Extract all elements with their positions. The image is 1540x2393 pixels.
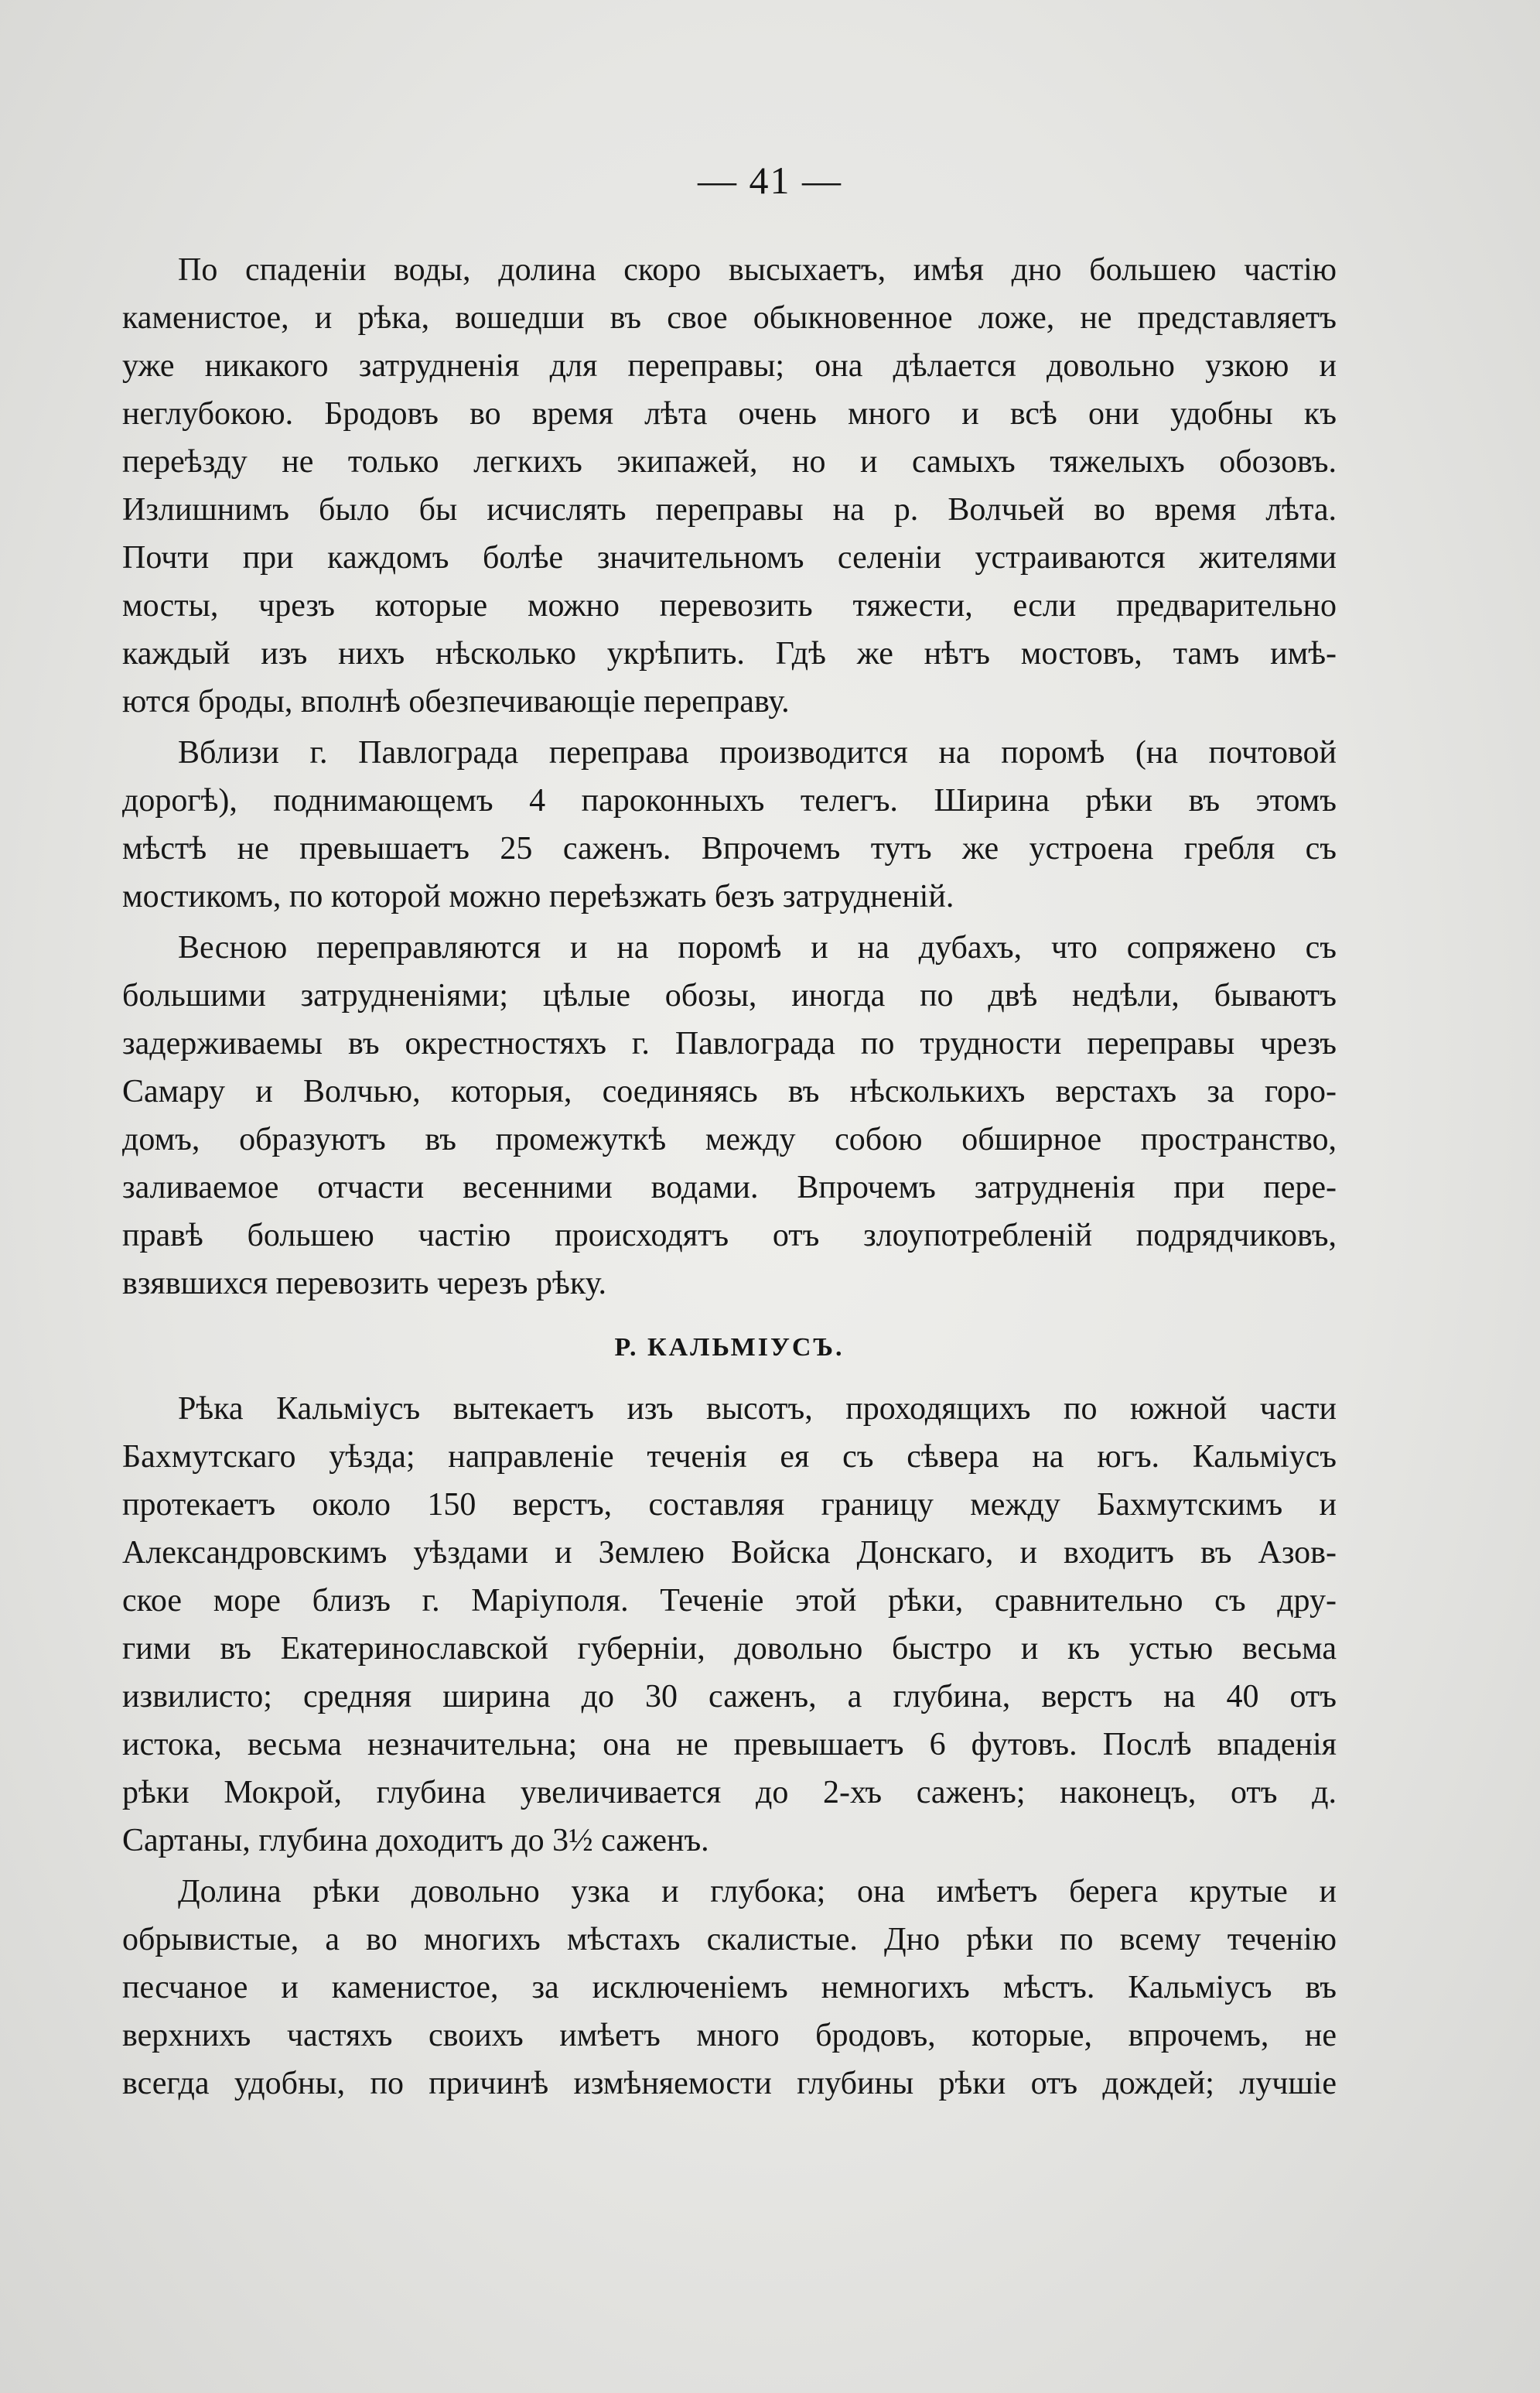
text-line: мосты, чрезъ которые можно перевозить тяжести, если предварительно xyxy=(122,588,1337,624)
text-line: Вблизи г. Павлограда переправа производится на поромѣ (на почтовой xyxy=(178,735,1337,771)
text-line: Самару и Волчью, которыя, соединяясь въ нѣсколькихъ верстахъ за горо- xyxy=(122,1074,1337,1109)
text-line: переѣзду не только легкихъ экипажей, но и самыхъ тяжелыхъ обозовъ. xyxy=(122,444,1337,480)
text-line: Весною переправляются и на поромѣ и на дубахъ, что сопряжено съ xyxy=(178,930,1337,966)
text-line: истока, весьма незначительна; она не превышаетъ 6 футовъ. Послѣ впаденія xyxy=(122,1727,1337,1762)
text-line: домъ, образуютъ въ промежуткѣ между собою обширное пространство, xyxy=(122,1122,1337,1157)
text-line: Сартаны, глубина доходитъ до 3½ саженъ. xyxy=(122,1823,709,1858)
paragraph xyxy=(122,246,1337,726)
text-line: взявшихся перевозить черезъ рѣку. xyxy=(122,1266,606,1301)
text-line: гими въ Екатеринославской губерніи, довольно быстро и къ устью весьма xyxy=(122,1631,1337,1667)
text-line: песчаное и каменистое, за исключеніемъ немногихъ мѣстъ. Кальміусъ въ xyxy=(122,1970,1337,2005)
text-line: каменистое, и рѣка, вошедши въ свое обыкновенное ложе, не представляетъ xyxy=(122,300,1337,336)
paragraph xyxy=(122,729,1337,921)
text-line: протекаетъ около 150 верстъ, составляя границу между Бахмутскимъ и xyxy=(122,1487,1337,1523)
text-line: Излишнимъ было бы исчислять переправы на р. Волчьей во время лѣта. xyxy=(122,492,1337,528)
text-line: Александровскимъ уѣздами и Землею Войска Донскаго, и входитъ въ Азов- xyxy=(122,1535,1337,1571)
paragraph xyxy=(122,1385,1337,1865)
text-line: правѣ большею частію происходятъ отъ злоупотребленій подрядчиковъ, xyxy=(122,1218,1337,1253)
text-line: задерживаемы въ окрестностяхъ г. Павлограда по трудности переправы чрезъ xyxy=(122,1026,1337,1061)
text-line: каждый изъ нихъ нѣсколько укрѣпить. Гдѣ же нѣтъ мостовъ, тамъ имѣ- xyxy=(122,636,1337,672)
text-line: мѣстѣ не превышаетъ 25 саженъ. Впрочемъ тутъ же устроена гребля съ xyxy=(122,831,1337,867)
text-line: Бахмутскаго уѣзда; направленіе теченія ея съ сѣвера на югъ. Кальміусъ xyxy=(122,1439,1337,1475)
text-line: извилисто; средняя ширина до 30 саженъ, а глубина, верстъ на 40 отъ xyxy=(122,1679,1337,1714)
text-line: заливаемое отчасти весенними водами. Впрочемъ затрудненія при пере- xyxy=(122,1170,1337,1205)
text-line: неглубокою. Бродовъ во время лѣта очень много и всѣ они удобны къ xyxy=(122,396,1337,432)
text-line: Долина рѣки довольно узка и глубока; она имѣетъ берега крутые и xyxy=(178,1874,1337,1909)
text-line: дорогѣ), поднимающемъ 4 пароконныхъ телегъ. Ширина рѣки въ этомъ xyxy=(122,783,1337,819)
text-line: Почти при каждомъ болѣе значительномъ селеніи устраиваются жителями xyxy=(122,540,1337,576)
text-line: ются броды, вполнѣ обезпечивающіе переправу. xyxy=(122,684,790,720)
page-number: — 41 — xyxy=(698,159,842,202)
text-line: По спаденіи воды, долина скоро высыхаетъ, имѣя дно большею частію xyxy=(178,252,1337,288)
section-heading: Р. КАЛЬМІУСЪ. xyxy=(614,1333,845,1362)
text-line: ское море близъ г. Маріуполя. Теченіе этой рѣки, сравнительно съ дру- xyxy=(122,1583,1337,1619)
text-line: Рѣка Кальміусъ вытекаетъ изъ высотъ, проходящихъ по южной части xyxy=(178,1391,1337,1427)
text-line: обрывистые, а во многихъ мѣстахъ скалистые. Дно рѣки по всему теченію xyxy=(122,1922,1337,1957)
page-body xyxy=(122,246,1337,2108)
text-line: рѣки Мокрой, глубина увеличивается до 2-хъ саженъ; наконецъ, отъ д. xyxy=(122,1775,1337,1810)
text-line: большими затрудненіями; цѣлые обозы, иногда по двѣ недѣли, бываютъ xyxy=(122,978,1337,1014)
text-line: верхнихъ частяхъ своихъ имѣетъ много бродовъ, которые, впрочемъ, не xyxy=(122,2018,1337,2053)
text-line: мостикомъ, по которой можно переѣзжать безъ затрудненій. xyxy=(122,879,954,914)
paragraph xyxy=(122,924,1337,1308)
text-line: уже никакого затрудненія для переправы; она дѣлается довольно узкою и xyxy=(122,348,1337,384)
text-line: всегда удобны, по причинѣ измѣняемости глубины рѣки отъ дождей; лучшіе xyxy=(122,2066,1337,2101)
paragraph xyxy=(122,1868,1337,2108)
